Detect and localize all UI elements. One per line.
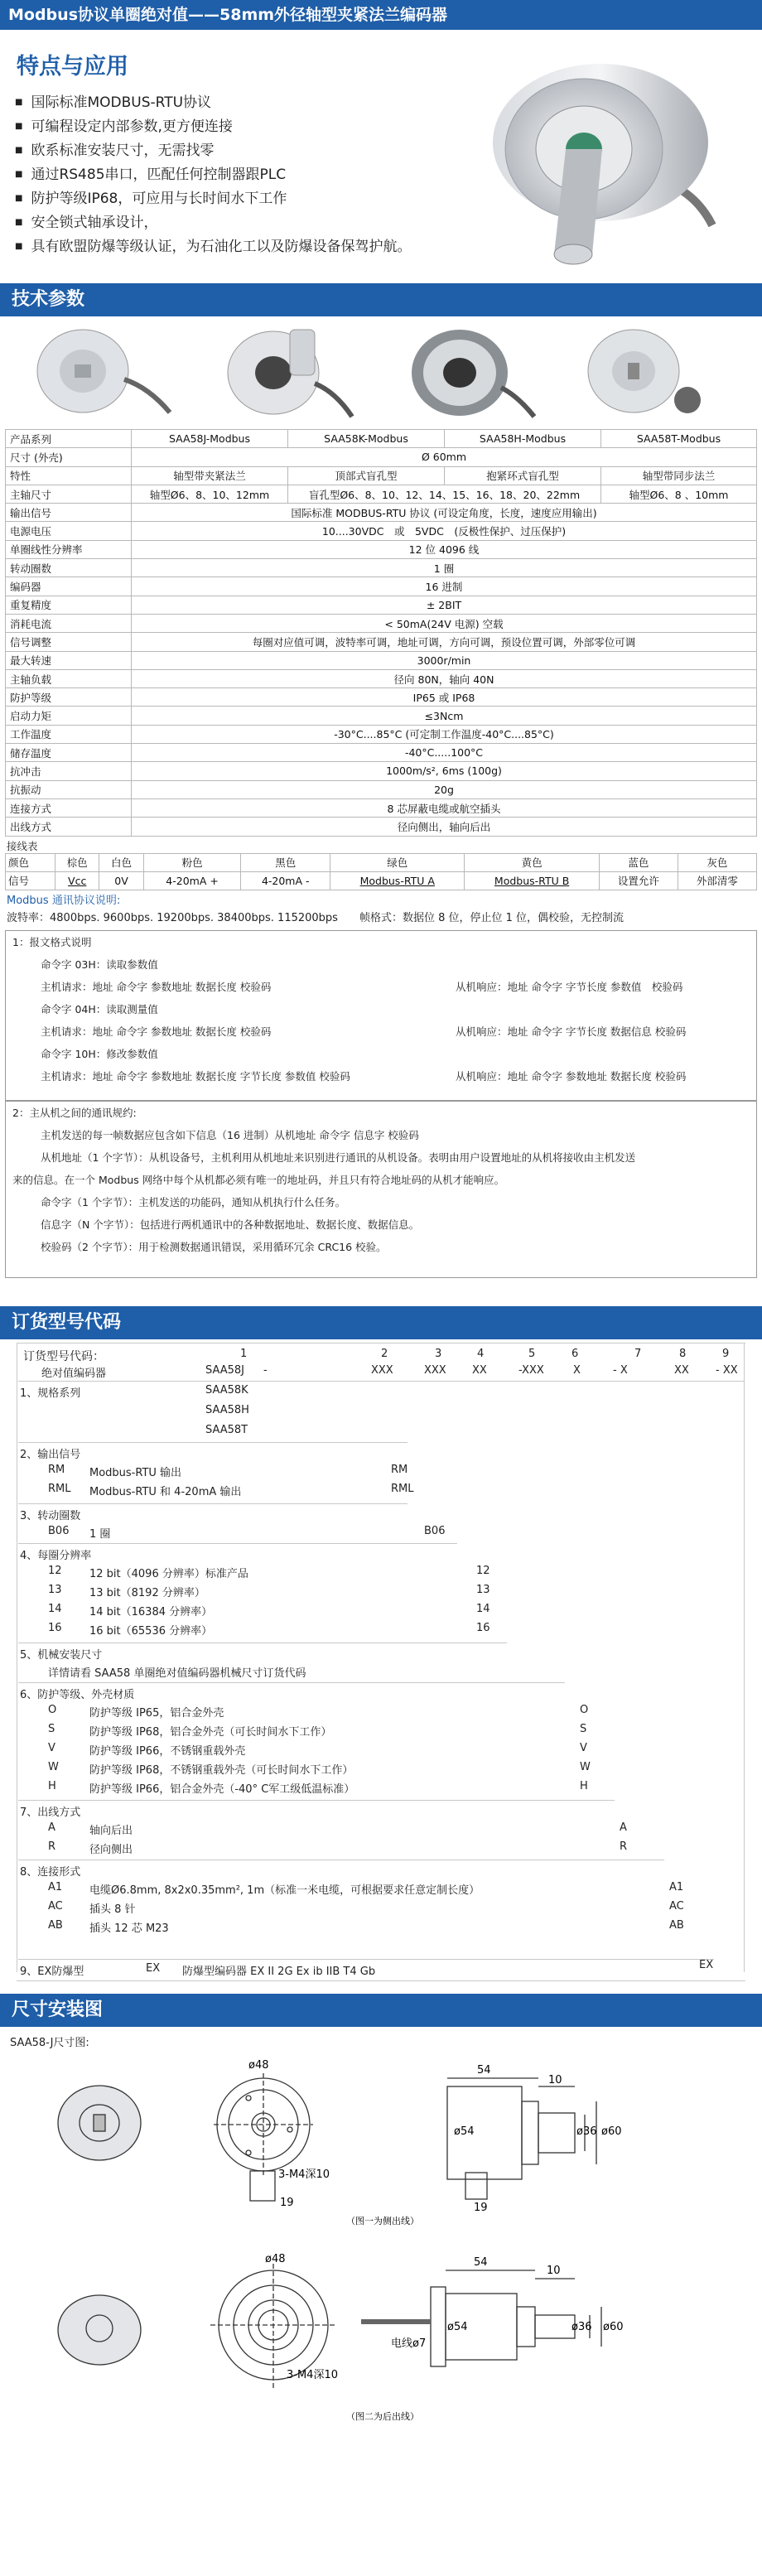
opt-desc: 防护等级 IP68，不锈钢重载外壳（可长时间水下工作） [89, 1764, 354, 1778]
dim-19b: 19 [474, 2202, 488, 2215]
opt-code: EX [146, 1962, 161, 1975]
baud-line: 波特率：4800bps. 9600bps. 19200bps. 38400bps. 115200bps 帧格式：数据位 8 位，停止位 1 位，偶校验，无控制流 [7, 912, 625, 925]
group-title: 7、出线方式 [20, 1807, 81, 1820]
spec-label: 尺寸 (外壳) [6, 448, 132, 466]
opt-code-right: A [620, 1821, 627, 1835]
spec-label: 抗冲击 [6, 762, 132, 780]
dim-m4: 3-M4深10 [278, 2168, 330, 2182]
spec-value: 轴型带同步法兰 [601, 466, 757, 485]
rule-command: 命令字（1 个字节）：主机发送的功能码，通知从机执行什么任务。 [41, 1196, 346, 1209]
code-part: - X [613, 1364, 628, 1377]
dims-subtitle: SAA58-J尺寸图: [10, 2037, 89, 2050]
product-name: 绝对值编码器 [41, 1368, 107, 1381]
spec-value: 16 进制 [132, 577, 757, 596]
opt-code-right: AB [669, 1919, 684, 1932]
opt-code-right: 12 [476, 1565, 490, 1578]
caption-1: （图一为侧出线） [346, 2216, 419, 2227]
page-title: Modbus协议单圈绝对值——58mm外径轴型夹紧法兰编码器 [0, 0, 762, 30]
cmd-10: 命令字 10H：修改参数值 [41, 1048, 158, 1061]
master-request: 主机请求：地址 命令字 参数地址 数据长度 字节长度 参数值 校验码 [41, 1070, 350, 1083]
group-title: 2、输出信号 [20, 1449, 81, 1462]
wiring-table [5, 853, 757, 891]
tech-heading: 技术参数 [0, 283, 762, 316]
opt-code: RML [48, 1483, 71, 1496]
spec-value: ≤3Ncm [132, 707, 757, 725]
opt-code: O [48, 1704, 57, 1717]
caption-2: （图二为后出线） [346, 2411, 419, 2423]
dim-19: 19 [280, 2197, 294, 2210]
spec-label: 输出信号 [6, 504, 132, 522]
code-part: - XX [716, 1364, 738, 1377]
opt-code-right: AC [669, 1900, 684, 1913]
rule-address: 从机地址（1 个字节）：从机设备号，主机利用从机地址来识别进行通讯的从机设备。表明由用户设置地址的从机将接收由主机发送 [41, 1151, 636, 1165]
series-item: SAA58H [205, 1404, 249, 1417]
dim-d54-2: ø54 [447, 2321, 468, 2334]
opt-code-right: W [580, 1761, 591, 1774]
opt-code: AB [48, 1919, 63, 1932]
feature-item: ■ 防护等级IP68，可应用与长时间水下工作 [15, 187, 411, 211]
opt-code: 12 [48, 1565, 62, 1578]
cable-label: 电线ø7 [391, 2337, 427, 2351]
spec-value: ± 2BIT [132, 596, 757, 614]
rule-checksum: 校验码（2 个字节）：用于检测数据通讯错误，采用循环冗余 CRC16 校验。 [41, 1241, 387, 1254]
opt-code: B06 [48, 1525, 70, 1538]
wire-color: 绿色 [330, 853, 465, 871]
opt-code: H [48, 1780, 56, 1793]
dim-d48: ø48 [248, 2059, 269, 2072]
opt-code-right: EX [699, 1959, 714, 1972]
spec-value: 抱紧环式盲孔型 [445, 466, 601, 485]
group-title: 6、防护等级、外壳材质 [20, 1689, 135, 1702]
spec-value: 顶部式盲孔型 [288, 466, 445, 485]
spec-value: IP65 或 IP68 [132, 688, 757, 707]
col-num: 2 [381, 1348, 388, 1361]
dim-54: 54 [477, 2064, 491, 2077]
opt-desc: Modbus-RTU 输出 [89, 1467, 182, 1480]
group-title: 1、规格系列 [20, 1387, 81, 1401]
spec-label: 启动力矩 [6, 707, 132, 725]
model-photo-t [572, 321, 721, 424]
code-part: XXX [371, 1364, 393, 1377]
spec-value: 10....30VDC 或 5VDC (反极性保护、过压保护) [132, 522, 757, 540]
spec-value: 20g [132, 780, 757, 798]
mech-note: 详情请看 SAA58 单圈绝对值编码器机械尺寸订货代码 [48, 1667, 306, 1681]
wire-color: 棕色 [55, 853, 99, 871]
model-photo-j [25, 321, 174, 424]
series-item: SAA58T [205, 1424, 248, 1437]
wire-color: 蓝色 [599, 853, 678, 871]
dim-d60: ø60 [601, 2125, 622, 2139]
opt-desc: 16 bit（65536 分辨率） [89, 1625, 213, 1638]
group-title: 9、EX防爆型 [20, 1966, 84, 1979]
spec-label: 出线方式 [6, 818, 132, 836]
master-request: 主机请求：地址 命令字 参数地址 数据长度 校验码 [41, 1025, 272, 1039]
opt-desc: 防爆型编码器 EX II 2G Ex ib IIB T4 Gb [182, 1966, 376, 1979]
opt-desc: 径向侧出 [89, 1844, 133, 1857]
dim-d36-2: ø36 [572, 2321, 592, 2334]
opt-desc: 电缆Ø6.8mm, 8x2x0.35mm², 1m（标准一米电缆，可根据要求任意定制长度） [89, 1884, 480, 1898]
spec-value: < 50mA(24V 电源) 空载 [132, 614, 757, 632]
wire-signal: Modbus-RTU A [330, 871, 465, 890]
opt-code-right: V [580, 1742, 587, 1755]
dim-10: 10 [548, 2074, 562, 2087]
spec-value: 轴型带夹紧法兰 [132, 466, 288, 485]
spec-value: 每圈对应值可调，波特率可调，地址可调，方向可调，预设位置可调，外部零位可调 [132, 633, 757, 651]
features-section [0, 30, 762, 283]
code-part: XXX [424, 1364, 446, 1377]
code-part: X [573, 1364, 581, 1377]
model-name: SAA58T-Modbus [601, 430, 757, 448]
opt-code: R [48, 1840, 56, 1854]
group-title: 4、每圈分辨率 [20, 1550, 92, 1563]
opt-code-right: 16 [476, 1622, 490, 1635]
spec-label: 连接方式 [6, 798, 132, 817]
col-num: 3 [435, 1348, 442, 1361]
opt-desc: 防护等级 IP68，铝合金外壳（可长时间水下工作） [89, 1726, 332, 1739]
wiring-caption: 接线表 [7, 839, 38, 852]
spec-value: 轴型Ø6、8 、10mm [601, 485, 757, 503]
wire-signal: 0V [99, 871, 143, 890]
spec-value: 3000r/min [132, 651, 757, 669]
opt-code: AC [48, 1900, 63, 1913]
spec-value: 1000m/s², 6ms (100g) [132, 762, 757, 780]
dim-54-2: 54 [474, 2256, 488, 2270]
opt-code-right: H [580, 1780, 588, 1793]
model-photos [0, 316, 762, 429]
opt-desc: 轴向后出 [89, 1825, 133, 1838]
opt-code: A1 [48, 1881, 63, 1894]
col-num: 8 [679, 1348, 687, 1361]
wire-color: 黑色 [241, 853, 330, 871]
opt-desc: Modbus-RTU 和 4-20mA 输出 [89, 1486, 242, 1499]
spec-label: 产品系列 [6, 430, 132, 448]
opt-code-right: A1 [669, 1881, 684, 1894]
opt-code-right: O [580, 1704, 589, 1717]
spec-label: 主轴尺寸 [6, 485, 132, 503]
comm-rules-box [5, 1101, 757, 1278]
rule-frame: 主机发送的每一帧数据应包含如下信息（16 进制）从机地址 命令字 信息字 校验码 [41, 1129, 419, 1142]
dimension-svg [0, 2048, 762, 2441]
wire-signal: 外部清零 [678, 871, 756, 890]
dim-d36: ø36 [576, 2125, 597, 2139]
feature-item: ■ 具有欧盟防爆等级认证，为石油化工以及防爆设备保驾护航。 [15, 235, 411, 259]
code-part: -XXX [518, 1364, 544, 1377]
spec-value: 径向侧出，轴向后出 [132, 818, 757, 836]
rule-address-cont: 来的信息。在一个 Modbus 网络中每个从机都必须有唯一的地址码，并且只有符合地址码的从机才能响应。 [12, 1174, 505, 1187]
opt-desc: 插头 12 芯 M23 [89, 1922, 169, 1936]
dims-heading: 尺寸安装图 [0, 1994, 762, 2027]
model-photo-h [389, 321, 538, 424]
col-num: 5 [528, 1348, 536, 1361]
opt-code-right: RM [391, 1464, 408, 1477]
feature-item: ■ 欧系标准安装尺寸，无需找零 [15, 139, 411, 163]
opt-desc: 防护等级 IP66，铝合金外壳（-40° C军工级低温标准） [89, 1783, 355, 1797]
opt-desc: 防护等级 IP66，不锈钢重载外壳 [89, 1745, 246, 1758]
slave-response: 从机响应：地址 命令字 字节长度 数据信息 校验码 [456, 1025, 687, 1039]
spec-label: 储存温度 [6, 744, 132, 762]
wire-color: 白色 [99, 853, 143, 871]
order-heading: 订货型号代码 [0, 1306, 762, 1339]
feature-item: ■ 可编程设定内部参数,更方便连接 [15, 115, 411, 139]
spec-label: 抗振动 [6, 780, 132, 798]
wire-signal: 4-20mA - [241, 871, 330, 890]
model-name: SAA58J-Modbus [132, 430, 288, 448]
slave-response: 从机响应：地址 命令字 字节长度 参数值 校验码 [456, 981, 683, 994]
opt-desc: 12 bit（4096 分辨率）标准产品 [89, 1568, 248, 1581]
feature-item: ■ 安全锁式轴承设计， [15, 211, 411, 235]
group-title: 5、机械安装尺寸 [20, 1649, 103, 1662]
opt-code-right: B06 [424, 1525, 446, 1538]
series-item: SAA58K [205, 1384, 248, 1397]
spec-label: 单圈线性分辨率 [6, 540, 132, 558]
wire-color: 黄色 [465, 853, 599, 871]
cmd-03: 命令字 03H：读取参数值 [41, 958, 158, 972]
model-photo-k [207, 321, 356, 424]
dim-m4-2: 3-M4深10 [287, 2369, 338, 2382]
opt-desc: 防护等级 IP65，铝合金外壳 [89, 1707, 224, 1720]
cmd-04: 命令字 04H：读取测量值 [41, 1003, 158, 1016]
spec-label: 转动圈数 [6, 559, 132, 577]
opt-desc: 插头 8 针 [89, 1903, 136, 1917]
code-part: - [263, 1364, 268, 1377]
opt-code: 16 [48, 1622, 62, 1635]
master-request: 主机请求：地址 命令字 参数地址 数据长度 校验码 [41, 981, 272, 994]
dim-d48-2: ø48 [265, 2253, 286, 2266]
message-format-box [5, 930, 757, 1101]
model-name: SAA58K-Modbus [288, 430, 445, 448]
code-part: SAA58J [205, 1364, 245, 1377]
opt-code: V [48, 1742, 55, 1755]
wire-color: 灰色 [678, 853, 756, 871]
wire-signal: Vcc [55, 871, 99, 890]
spec-label: 工作温度 [6, 725, 132, 743]
spec-value: 国际标准 MODBUS-RTU 协议 (可设定角度，长度，速度应用输出) [132, 504, 757, 522]
col-num: 4 [477, 1348, 485, 1361]
order-label: 订货型号代码： [23, 1350, 104, 1364]
opt-code-right: 14 [476, 1603, 490, 1616]
spec-value: -30°C....85°C (可定制工作温度-40°C....85°C) [132, 725, 757, 743]
opt-code: 14 [48, 1603, 62, 1616]
opt-code: RM [48, 1464, 65, 1477]
features-list [15, 91, 411, 259]
opt-code: 13 [48, 1584, 62, 1597]
dim-d54: ø54 [454, 2125, 475, 2139]
wire-color: 颜色 [6, 853, 55, 871]
opt-code-right: 13 [476, 1584, 490, 1597]
opt-code-right: RML [391, 1483, 414, 1496]
slave-response: 从机响应：地址 命令字 参数地址 数据长度 校验码 [456, 1070, 687, 1083]
box-title: 1：报文格式说明 [12, 936, 92, 949]
spec-label: 重复精度 [6, 596, 132, 614]
feature-item: ■ 通过RS485串口，匹配任何控制器跟PLC [15, 163, 411, 187]
features-heading: 特点与应用 [17, 54, 128, 80]
opt-code: A [48, 1821, 55, 1835]
opt-code-right: S [580, 1723, 587, 1736]
opt-desc: 14 bit（16384 分辨率） [89, 1606, 213, 1619]
spec-value: 1 圈 [132, 559, 757, 577]
model-name: SAA58H-Modbus [445, 430, 601, 448]
code-part: XX [472, 1364, 487, 1377]
spec-label: 最大转速 [6, 651, 132, 669]
spec-value: 8 芯屏蔽电缆或航空插头 [132, 798, 757, 817]
col-num: 7 [634, 1348, 642, 1361]
dim-10-2: 10 [547, 2265, 561, 2278]
opt-desc: 1 圈 [89, 1528, 111, 1541]
col-num: 1 [240, 1348, 248, 1361]
spec-value: Ø 60mm [132, 448, 757, 466]
opt-code: W [48, 1761, 59, 1774]
spec-label: 消耗电流 [6, 614, 132, 632]
group-title: 3、转动圈数 [20, 1510, 81, 1523]
spec-value: 12 位 4096 线 [132, 540, 757, 558]
wire-color: 粉色 [143, 853, 241, 871]
opt-code-right: R [620, 1840, 628, 1854]
spec-label: 特性 [6, 466, 132, 485]
wire-signal: 设置允许 [599, 871, 678, 890]
dimension-drawings [0, 2027, 762, 2441]
spec-label: 信号调整 [6, 633, 132, 651]
spec-value: -40°C.....100°C [132, 744, 757, 762]
spec-table [5, 429, 757, 837]
protocol-title: Modbus 通讯协议说明: [7, 895, 121, 908]
feature-item: ■ 国际标准MODBUS-RTU协议 [15, 91, 411, 115]
spec-label: 电源电压 [6, 522, 132, 540]
col-num: 6 [572, 1348, 579, 1361]
wire-signal: 4-20mA + [143, 871, 241, 890]
col-num: 9 [722, 1348, 730, 1361]
dim-d60-2: ø60 [603, 2321, 624, 2334]
order-code-section [0, 1339, 762, 1994]
encoder-product-image [468, 51, 716, 270]
spec-label: 主轴负载 [6, 669, 132, 687]
opt-code: S [48, 1723, 55, 1736]
wire-signal: Modbus-RTU B [465, 871, 599, 890]
box-title: 2：主从机之间的通讯规约: [12, 1107, 137, 1120]
wire-signal: 信号 [6, 871, 55, 890]
spec-label: 编码器 [6, 577, 132, 596]
spec-label: 防护等级 [6, 688, 132, 707]
code-part: XX [674, 1364, 689, 1377]
opt-desc: 13 bit（8192 分辨率） [89, 1587, 205, 1600]
spec-value: 盲孔型Ø6、8、10、12、14、15、16、18、20、22mm [288, 485, 601, 503]
group-title: 8、连接形式 [20, 1866, 81, 1879]
spec-value: 径向 80N，轴向 40N [132, 669, 757, 687]
spec-value: 轴型Ø6、8、10、12mm [132, 485, 288, 503]
rule-info: 信息字（N 个字节）：包括进行两机通讯中的各种数据地址、数据长度、数据信息。 [41, 1218, 420, 1232]
